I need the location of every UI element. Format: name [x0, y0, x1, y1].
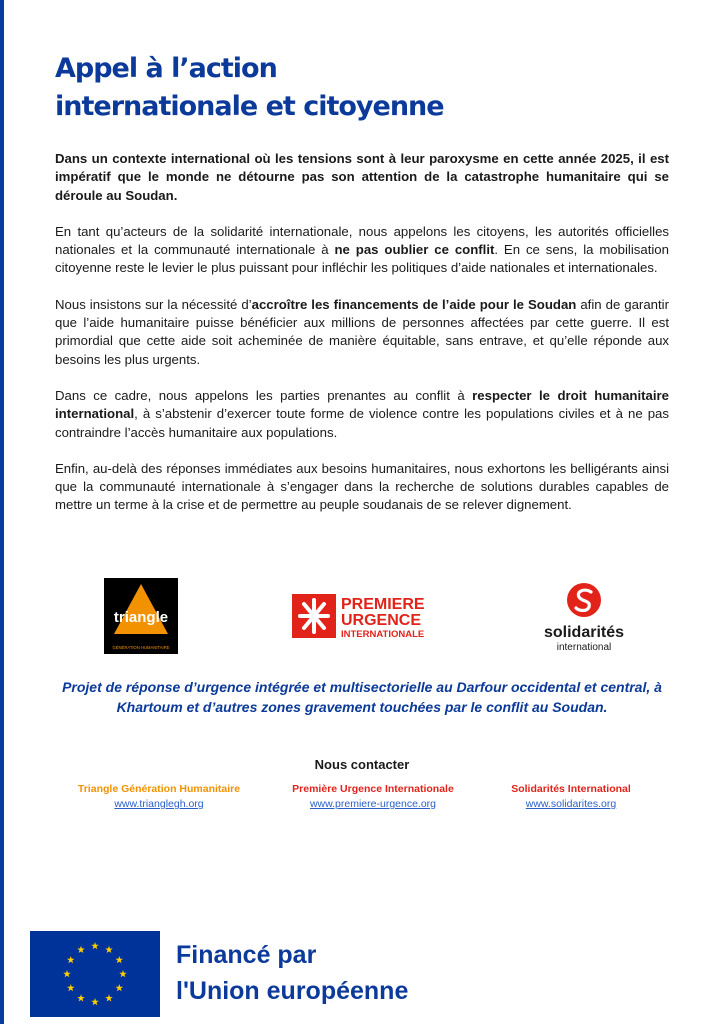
paragraph-2-emphasis: accroître les financements de l’aide pour le Soudan: [251, 296, 577, 312]
eu-star-icon: [77, 994, 85, 1001]
body-text: [55, 150, 669, 533]
eu-star-icon: [119, 970, 127, 977]
eu-star-icon: [77, 946, 85, 953]
svg-text:GÉNÉRATION HUMANITAIRE: GÉNÉRATION HUMANITAIRE: [112, 645, 170, 650]
svg-text:triangle: triangle: [113, 609, 169, 626]
premiere-urgence-logo-mark: [292, 592, 434, 640]
eu-star-icon: [105, 994, 113, 1001]
contact-org-pui: Première Urgence Internationale: [292, 783, 454, 795]
paragraph-4: Enfin, au-delà des réponses immédiates aux besoins humanitaires, nous exhortons les belligérants ainsi que la communauté internationale à s’engager dans la recherche de solutions durables capables de mettre un terme à la crise et de permettre au peuple soudanais de se relever dignement.: [55, 460, 669, 513]
partner-logos: [0, 576, 724, 656]
contact-link-pui[interactable]: www.premiere-urgence.org: [309, 798, 437, 810]
eu-star-icon: [63, 970, 71, 977]
contact-link-triangle[interactable]: www.trianglegh.org: [114, 798, 204, 810]
solidarites-logo: [533, 580, 635, 654]
svg-text:INTERNATIONALE: INTERNATIONALE: [341, 629, 425, 640]
paragraph-3-emphasis: respecter le droit humanitaire international: [55, 387, 669, 422]
paragraph-2-text: Nous insistons sur la nécessité d’: [55, 296, 252, 312]
eu-funding-text: [176, 937, 408, 1009]
eu-star-icon: [105, 946, 113, 953]
paragraph-3-text: Dans ce cadre, nous appelons les parties prenantes au conflit à: [55, 387, 473, 403]
eu-star-icon: [67, 984, 75, 991]
triangle-logo: [104, 578, 178, 654]
contact-heading: Nous contacter: [314, 757, 410, 772]
paragraph-2: [55, 296, 669, 369]
svg-text:PREMIERE: PREMIERE: [341, 596, 425, 613]
paragraph-1-emphasis: ne pas oublier ce conflit: [334, 242, 495, 258]
lead-paragraph: Dans un contexte international où les tensions sont à leur paroxysme en cette année 2025, il est impératif que le monde ne détourne pas son attention de la catastrophe humanitaire qui se déroule au Soudan.: [55, 151, 669, 203]
svg-text:solidarités: solidarités: [543, 624, 625, 641]
paragraph-1-text-end: . En ce sens, la mobilisation citoyenne reste le levier le plus puissant pour infléchir les politiques d’aide nationales et internationales.: [55, 242, 669, 276]
eu-star-icon: [91, 942, 99, 949]
eu-star-icon: [67, 956, 75, 963]
contact-triangle: [44, 782, 274, 812]
solidarites-logo-mark: [533, 580, 635, 654]
eu-funding-line-1: Financé par: [176, 941, 317, 969]
contact-org-si: Solidarités International: [511, 783, 631, 795]
eu-star-icon: [115, 984, 123, 991]
paragraph-3-text-end: , à s’abstenir d’exercer toute forme de violence contre les populations civiles et à ne pas contraindre l’accès humanitaire aux populations.: [55, 406, 669, 440]
svg-text:URGENCE: URGENCE: [341, 612, 422, 629]
left-accent-bar: [0, 0, 4, 1024]
paragraph-3: [55, 387, 669, 442]
eu-flag: [30, 931, 160, 1017]
contact-si: [456, 782, 686, 812]
triangle-logo-mark: [104, 578, 178, 654]
premiere-urgence-logo: [292, 592, 434, 640]
title-line-1: Appel à l’action: [55, 53, 277, 84]
eu-star-icon: [91, 998, 99, 1005]
eu-funding-line-2: l'Union européenne: [176, 977, 409, 1005]
title-line-2: internationale et citoyenne: [55, 91, 444, 122]
paragraph-2-text-end: afin de garantir que l’aide humanitaire puisse bénéficier aux millions de personnes affectées par cette guerre. Il est primordial que cette aide soit acheminée de manière équitable, sans entrave, et qu’elle réponde aux besoins les plus urgents.: [55, 296, 669, 367]
svg-text:international: international: [556, 642, 612, 653]
contact-link-si[interactable]: www.solidarites.org: [525, 798, 617, 810]
contact-pui: [258, 782, 488, 812]
paragraph-1-text: En tant qu’acteurs de la solidarité internationale, nous appelons les citoyens, les autorités officielles nationales et la communauté internationale à: [55, 223, 669, 258]
contact-org-triangle: Triangle Génération Humanitaire: [77, 783, 241, 795]
eu-stars-icon: [30, 931, 160, 1017]
page-title: [55, 50, 675, 126]
project-description: Projet de réponse d’urgence intégrée et multisectorielle au Darfour occidental et central, à Khartoum et d’autres zones gravement touchées par le conflit au Soudan.: [62, 679, 662, 715]
eu-star-icon: [115, 956, 123, 963]
paragraph-1: [55, 223, 669, 278]
